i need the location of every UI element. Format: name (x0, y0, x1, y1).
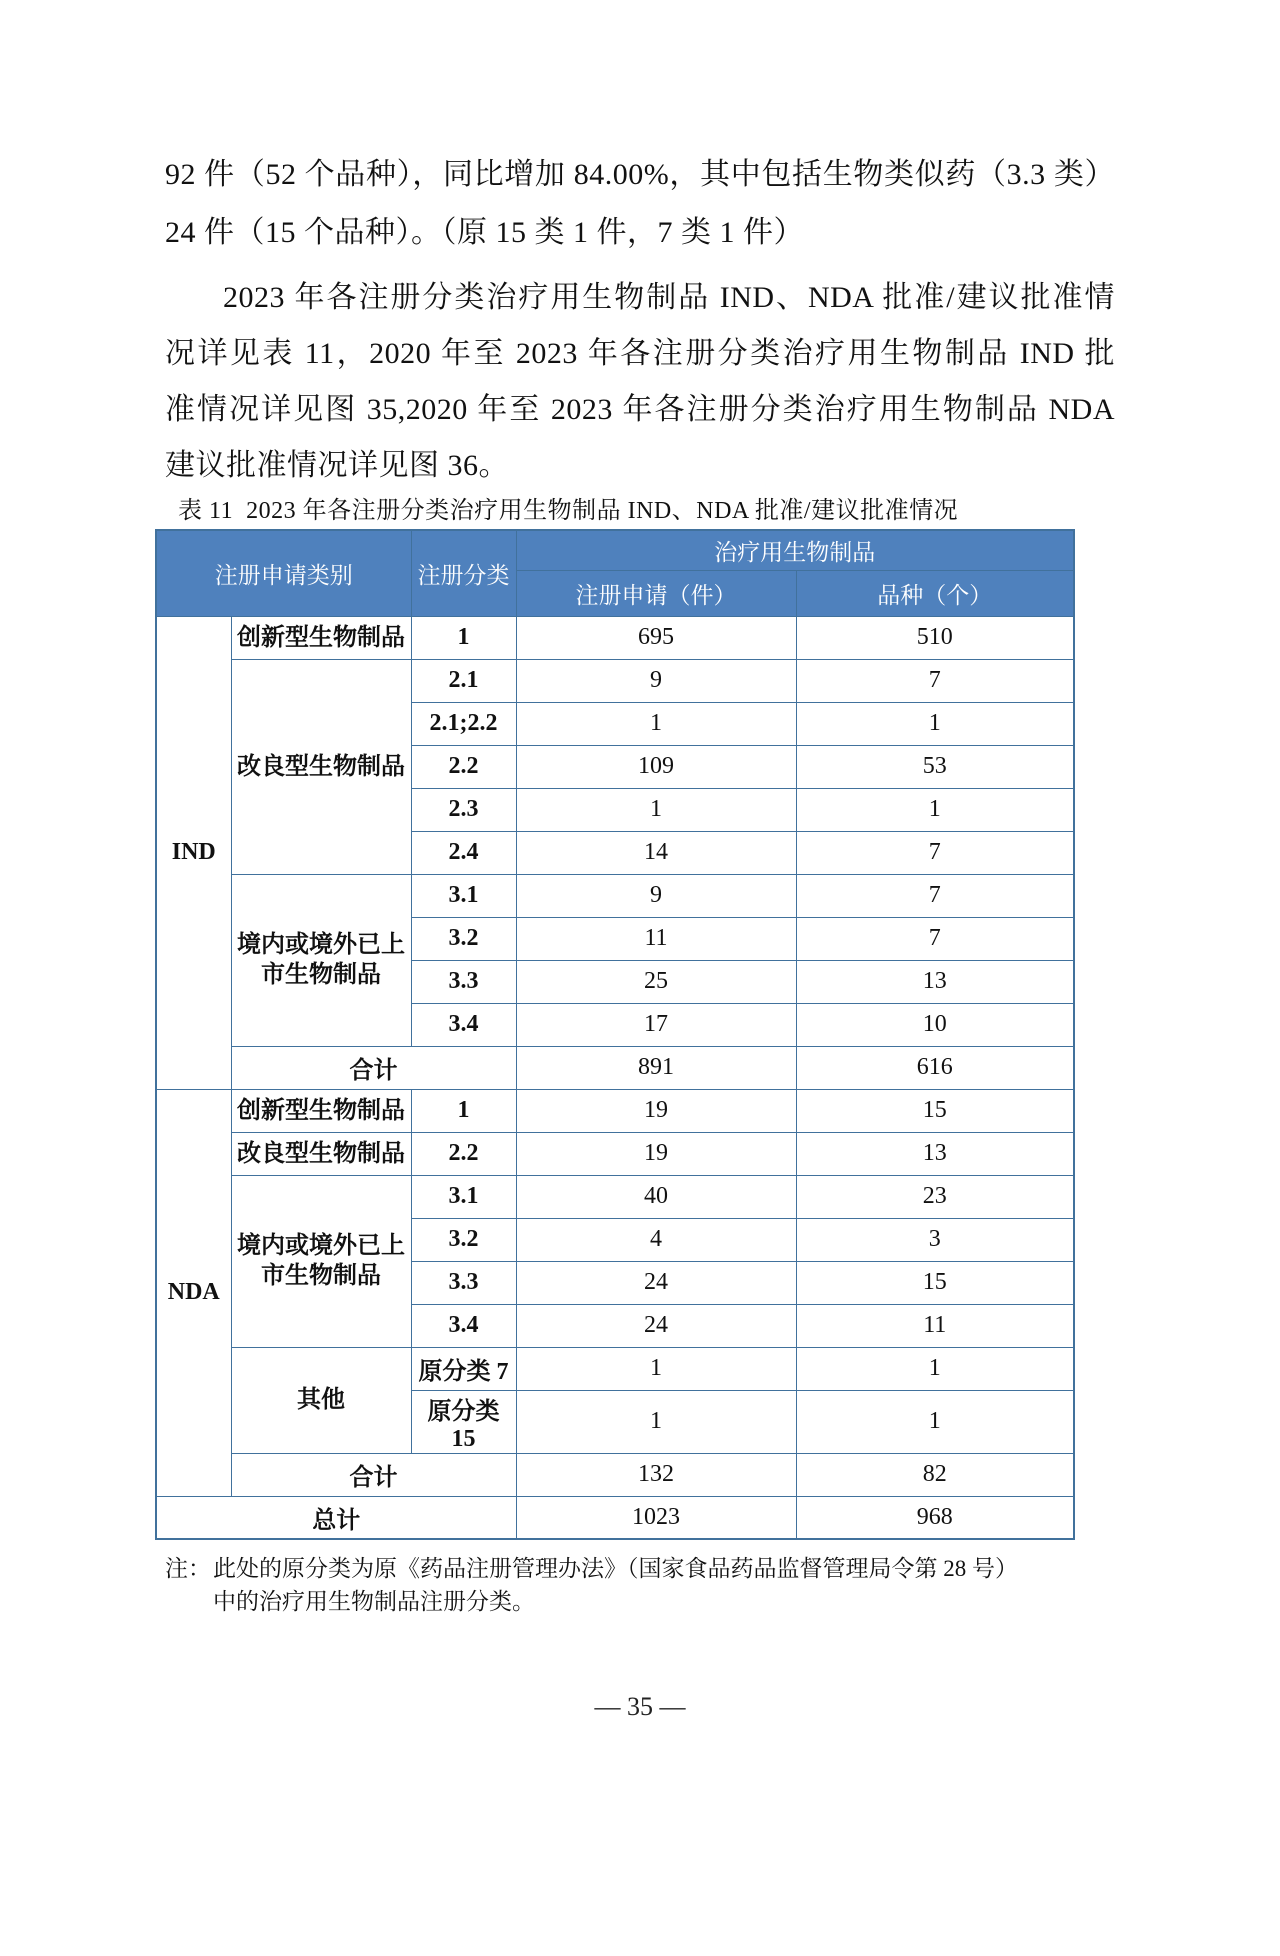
cell-grand-total-label: 总计 (156, 1496, 516, 1539)
cell-varieties: 10 (796, 1003, 1074, 1046)
cell-classification: 3.4 (411, 1003, 516, 1046)
cell-varieties: 1 (796, 1390, 1074, 1453)
cell-category: 改良型生物制品 (231, 659, 411, 874)
cell-classification: 3.2 (411, 917, 516, 960)
paragraph-line: 24 件（15 个品种）。（原 15 类 1 件，7 类 1 件） (165, 216, 804, 249)
cell-classification: 3.2 (411, 1218, 516, 1261)
table-row (156, 1347, 1074, 1390)
cell-applications: 24 (516, 1261, 796, 1304)
cell-applications: 11 (516, 917, 796, 960)
cell-varieties: 15 (796, 1089, 1074, 1132)
paragraph-1 (165, 146, 1115, 262)
cell-varieties: 968 (796, 1496, 1074, 1539)
table-row (156, 659, 1074, 702)
cell-varieties: 11 (796, 1304, 1074, 1347)
header-varieties: 品种（个） (796, 570, 1074, 616)
cell-classification: 3.4 (411, 1304, 516, 1347)
cell-applications: 1 (516, 788, 796, 831)
document-page (0, 146, 1280, 1956)
cell-varieties: 616 (796, 1046, 1074, 1089)
cell-classification: 3.1 (411, 1175, 516, 1218)
note-label: 注： (165, 1556, 211, 1581)
paragraph-2 (165, 270, 1115, 494)
cell-varieties: 1 (796, 702, 1074, 745)
cell-applications: 9 (516, 874, 796, 917)
cell-category: 创新型生物制品 (231, 1089, 411, 1132)
header-group: 治疗用生物制品 (516, 530, 1074, 570)
cell-applications: 24 (516, 1304, 796, 1347)
table-row (156, 1175, 1074, 1218)
cell-classification: 2.3 (411, 788, 516, 831)
cell-nda-subtotal-label: 合计 (231, 1453, 516, 1496)
header-category: 注册申请类别 (156, 530, 411, 616)
note-line: 中的治疗用生物制品注册分类。 (213, 1589, 535, 1614)
header-row-1 (156, 530, 1074, 570)
cell-varieties: 82 (796, 1453, 1074, 1496)
body-text (165, 146, 1115, 494)
table-row (156, 1046, 1074, 1089)
cell-classification: 3.3 (411, 960, 516, 1003)
cell-varieties: 510 (796, 616, 1074, 659)
cell-category: 境内或境外已上市生物制品 (231, 874, 411, 1046)
cell-classification: 2.1 (411, 659, 516, 702)
cell-applications: 109 (516, 745, 796, 788)
table-row (156, 1089, 1074, 1132)
table-row (156, 1132, 1074, 1175)
cell-classification: 2.2 (411, 745, 516, 788)
header-applications: 注册申请（件） (516, 570, 796, 616)
cell-classification: 1 (411, 1089, 516, 1132)
table-header (156, 530, 1074, 616)
cell-nda-label: NDA (156, 1089, 231, 1496)
cell-varieties: 53 (796, 745, 1074, 788)
cell-varieties: 15 (796, 1261, 1074, 1304)
table-caption: 表 11 2023 年各注册分类治疗用生物制品 IND、NDA 批准/建议批准情况 (178, 498, 959, 524)
cell-classification: 2.1;2.2 (411, 702, 516, 745)
registration-table (155, 529, 1075, 1540)
cell-classification: 3.3 (411, 1261, 516, 1304)
cell-category: 改良型生物制品 (231, 1132, 411, 1175)
cell-varieties: 23 (796, 1175, 1074, 1218)
table-row (156, 874, 1074, 917)
cell-varieties: 1 (796, 788, 1074, 831)
paragraph-line: 2023 年各注册分类治疗用生物制品 IND、NDA 批准/建议批准情 (223, 281, 1115, 314)
header-classification: 注册分类 (411, 530, 516, 616)
paragraph-line: 建议批准情况详见图 36。 (165, 449, 509, 482)
cell-applications: 1 (516, 702, 796, 745)
cell-varieties: 7 (796, 874, 1074, 917)
cell-classification: 3.1 (411, 874, 516, 917)
cell-applications: 1 (516, 1347, 796, 1390)
cell-varieties: 7 (796, 831, 1074, 874)
cell-applications: 19 (516, 1132, 796, 1175)
cell-applications: 4 (516, 1218, 796, 1261)
note-line (165, 1552, 1125, 1585)
table-body (156, 616, 1074, 1539)
cell-applications: 132 (516, 1453, 796, 1496)
cell-applications: 1023 (516, 1496, 796, 1539)
cell-varieties: 7 (796, 917, 1074, 960)
paragraph-line: 况详见表 11，2020 年至 2023 年各注册分类治疗用生物制品 IND 批 (165, 337, 1115, 370)
cell-category: 境内或境外已上市生物制品 (231, 1175, 411, 1347)
table-row (156, 616, 1074, 659)
cell-ind-subtotal-label: 合计 (231, 1046, 516, 1089)
cell-varieties: 7 (796, 659, 1074, 702)
cell-classification: 2.2 (411, 1132, 516, 1175)
cell-category: 创新型生物制品 (231, 616, 411, 659)
table-row (156, 1453, 1074, 1496)
cell-applications: 9 (516, 659, 796, 702)
cell-varieties: 13 (796, 960, 1074, 1003)
cell-varieties: 3 (796, 1218, 1074, 1261)
cell-applications: 19 (516, 1089, 796, 1132)
paragraph-line: 92 件（52 个品种），同比增加 84.00%，其中包括生物类似药（3.3 类） (165, 158, 1115, 191)
cell-category: 其他 (231, 1347, 411, 1453)
cell-varieties: 1 (796, 1347, 1074, 1390)
cell-applications: 891 (516, 1046, 796, 1089)
cell-applications: 14 (516, 831, 796, 874)
cell-varieties: 13 (796, 1132, 1074, 1175)
cell-ind-label: IND (156, 616, 231, 1089)
table-row (156, 1496, 1074, 1539)
cell-classification: 原分类 7 (411, 1347, 516, 1390)
note-text: 此处的原分类为原《药品注册管理办法》（国家食品药品监督管理局令第 28 号） (213, 1556, 1018, 1581)
cell-applications: 17 (516, 1003, 796, 1046)
cell-classification: 2.4 (411, 831, 516, 874)
cell-classification: 1 (411, 616, 516, 659)
cell-classification: 原分类 15 (411, 1390, 516, 1453)
cell-applications: 1 (516, 1390, 796, 1453)
cell-applications: 25 (516, 960, 796, 1003)
cell-applications: 695 (516, 616, 796, 659)
page-number: — 35 — (594, 1692, 686, 1721)
paragraph-line: 准情况详见图 35,2020 年至 2023 年各注册分类治疗用生物制品 NDA (165, 393, 1115, 426)
cell-applications: 40 (516, 1175, 796, 1218)
table-note (165, 1552, 1125, 1618)
